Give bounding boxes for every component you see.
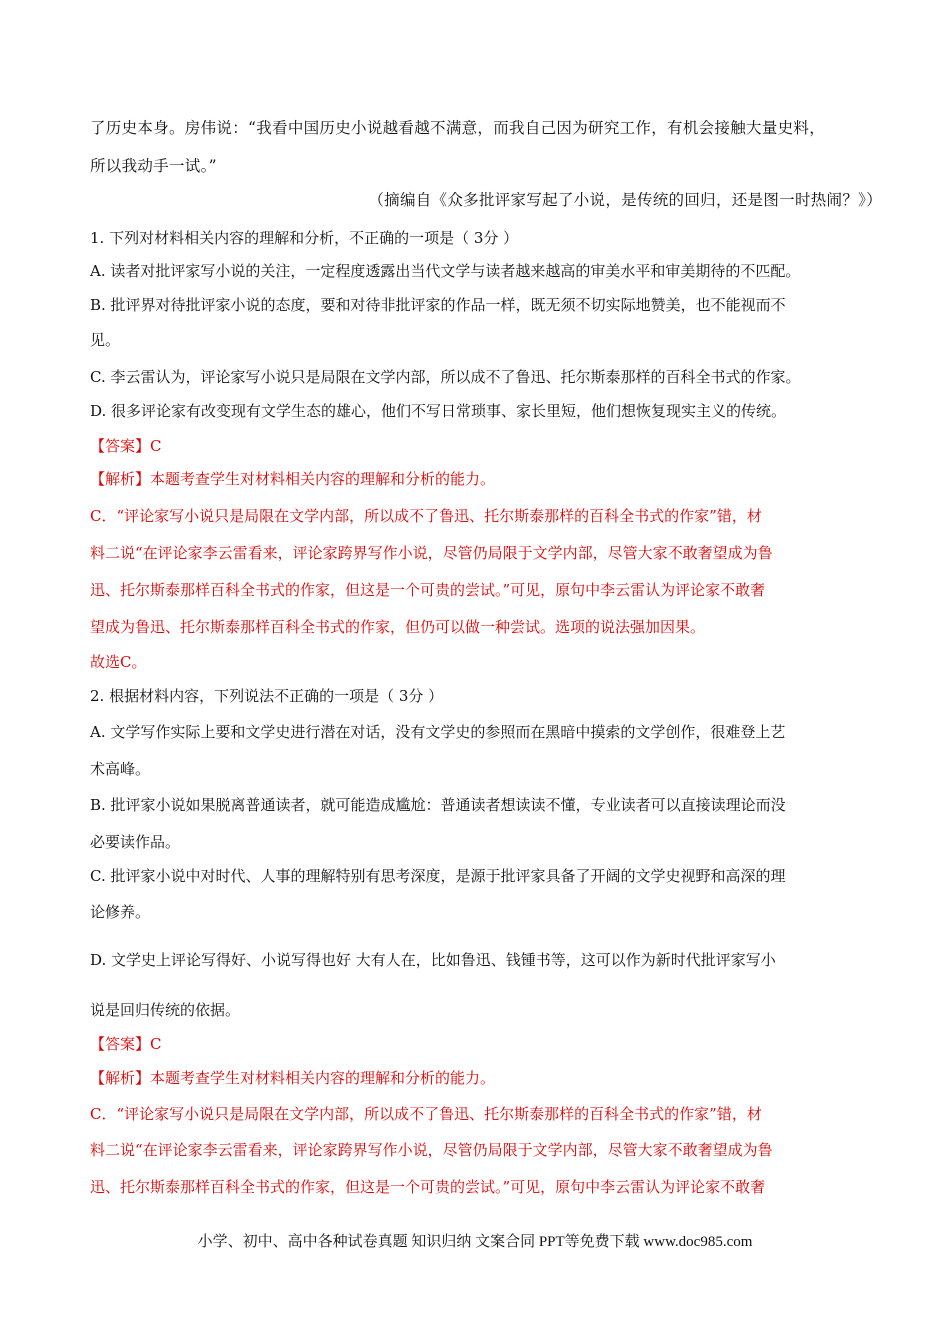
q2-option-c-line-1: C. 批评家小说中对时代、人事的理解特别有思考深度，是源于批评家具备了开阔的文学史视野和高深的理 [90, 867, 786, 885]
q2-answer: 【答案】C [90, 1035, 162, 1053]
q2-option-b-line-2: 必要读作品。 [90, 833, 181, 851]
q1-answer: 【答案】C [90, 437, 162, 455]
q1-option-c: C. 李云雷认为，评论家写小说只是局限在文学内部，所以成不了鲁迅、托尔斯泰那样的百科全书式的作家。 [90, 368, 801, 386]
q1-option-b-line-1: B. 批评界对待批评家小说的态度，要和对待非批评家的作品一样，既无须不切实际地赞美，也不能视而不 [90, 296, 786, 314]
q1-stem: 1. 下列对材料相关内容的理解和分析，不正确的一项是（ 3分 ） [90, 229, 519, 247]
q1-option-a: A. 读者对批评家写小说的关注，一定程度透露出当代文学与读者越来越高的审美水平和审美期待的不匹配。 [90, 262, 801, 280]
passage-source: （摘编自《众多批评家写起了小说，是传统的回归，还是图一时热闹？》） [368, 191, 882, 209]
q2-option-a-line-1: A. 文学写作实际上要和文学史进行潜在对话，没有文学史的参照而在黑暗中摸索的文学创作，很难登上艺 [90, 723, 786, 741]
q1-option-b-line-2: 见。 [90, 331, 121, 349]
q2-option-a-line-2: 术高峰。 [90, 760, 151, 778]
q2-explanation-line-1: C．“评论家写小说只是局限在文学内部，所以成不了鲁迅、托尔斯泰那样的百科全书式的作家”错，材 [90, 1105, 762, 1123]
q2-explanation-line-2: 料二说“在评论家李云雷看来，评论家跨界写作小说，尽管仍局限于文学内部，尽管大家不敢奢望成为鲁 [90, 1141, 773, 1159]
passage-line-2: 所以我动手一试。” [90, 157, 217, 175]
q2-explanation-line-3: 迅、托尔斯泰那样百科全书式的作家，但这是一个可贵的尝试。”可见，原句中李云雷认为评论家不敢奢 [90, 1178, 766, 1196]
q1-explanation-line-4: 望成为鲁迅、托尔斯泰那样百科全书式的作家，但仍可以做一种尝试。选项的说法强加因果。 [90, 618, 706, 636]
q2-option-d-line-1: D. 文学史上评论写得好、小说写得也好 大有人在，比如鲁迅、钱锺书等，这可以作为新时代批评家写小 [90, 951, 776, 969]
q1-option-d: D. 很多评论家有改变现有文学生态的雄心，他们不写日常琐事、家长里短，他们想恢复现实主义的传统。 [90, 402, 787, 420]
q1-conclusion: 故选C。 [90, 653, 147, 671]
q1-explanation-line-3: 迅、托尔斯泰那样百科全书式的作家，但这是一个可贵的尝试。”可见，原句中李云雷认为评论家不敢奢 [90, 581, 766, 599]
q2-option-c-line-2: 论修养。 [90, 903, 151, 921]
q2-option-b-line-1: B. 批评家小说如果脱离普通读者，就可能造成尴尬：普通读者想读读不懂，专业读者可以直接读理论而没 [90, 796, 786, 814]
q1-explanation-line-2: 料二说“在评论家李云雷看来，评论家跨界写作小说，尽管仍局限于文学内部，尽管大家不敢奢望成为鲁 [90, 544, 773, 562]
page-footer: 小学、初中、高中各种试卷真题 知识归纳 文案合同 PPT等免费下载 www.doc985.com [197, 1234, 753, 1250]
q1-explanation-line-1: C．“评论家写小说只是局限在文学内部，所以成不了鲁迅、托尔斯泰那样的百科全书式的作家”错，材 [90, 507, 762, 525]
q1-analysis: 【解析】本题考查学生对材料相关内容的理解和分析的能力。 [90, 470, 496, 488]
q2-option-d-line-2: 说是回归传统的依据。 [90, 1001, 241, 1019]
q2-analysis: 【解析】本题考查学生对材料相关内容的理解和分析的能力。 [90, 1069, 496, 1087]
q2-stem: 2. 根据材料内容，下列说法不正确的一项是（ 3分 ） [90, 687, 444, 705]
passage-line-1: 了历史本身。房伟说：“我看中国历史小说越看越不满意，而我自己因为研究工作，有机会接触大量史料， [90, 119, 826, 137]
